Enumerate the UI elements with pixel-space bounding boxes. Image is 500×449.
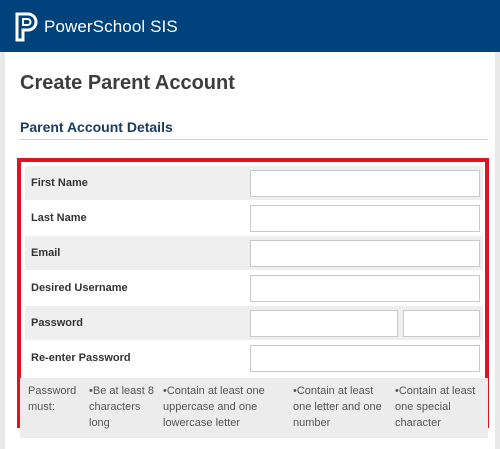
confirm-password-input[interactable] <box>250 345 480 372</box>
password-label: Password <box>25 306 250 340</box>
username-input[interactable] <box>250 275 480 302</box>
password-row <box>25 306 483 340</box>
powerschool-logo-icon <box>14 12 38 42</box>
first-name-input[interactable] <box>250 170 480 197</box>
username-row <box>25 271 483 305</box>
last-name-label: Last Name <box>31 212 87 224</box>
password-requirements <box>20 378 488 438</box>
brand-name[interactable]: PowerSchool SIS <box>44 17 178 36</box>
email-input[interactable] <box>250 240 480 267</box>
app-header <box>0 0 500 52</box>
requirement-length: •Be at least 8 characters long <box>89 385 155 429</box>
requirement-special: •Contain at least one special character <box>395 385 476 429</box>
username-label: Desired Username <box>31 282 128 294</box>
email-row <box>25 236 483 270</box>
requirement-case: •Contain at least one uppercase and one lowercase letter <box>163 385 265 429</box>
confirm-password-row <box>25 341 483 375</box>
password-input[interactable] <box>250 310 398 337</box>
first-name-row <box>25 166 483 200</box>
section-divider <box>20 139 488 140</box>
section-title: Parent Account Details <box>20 119 173 135</box>
requirements-heading: Password must: <box>28 385 77 413</box>
main-content <box>5 52 495 449</box>
first-name-label: First Name <box>25 166 250 200</box>
page-title: Create Parent Account <box>20 72 235 94</box>
confirm-password-label: Re-enter Password <box>31 352 131 364</box>
password-strength-indicator <box>403 310 480 337</box>
requirement-letter-number: •Contain at least one letter and one number <box>293 385 382 429</box>
last-name-row <box>25 201 483 235</box>
email-label: Email <box>25 236 250 270</box>
last-name-input[interactable] <box>250 205 480 232</box>
